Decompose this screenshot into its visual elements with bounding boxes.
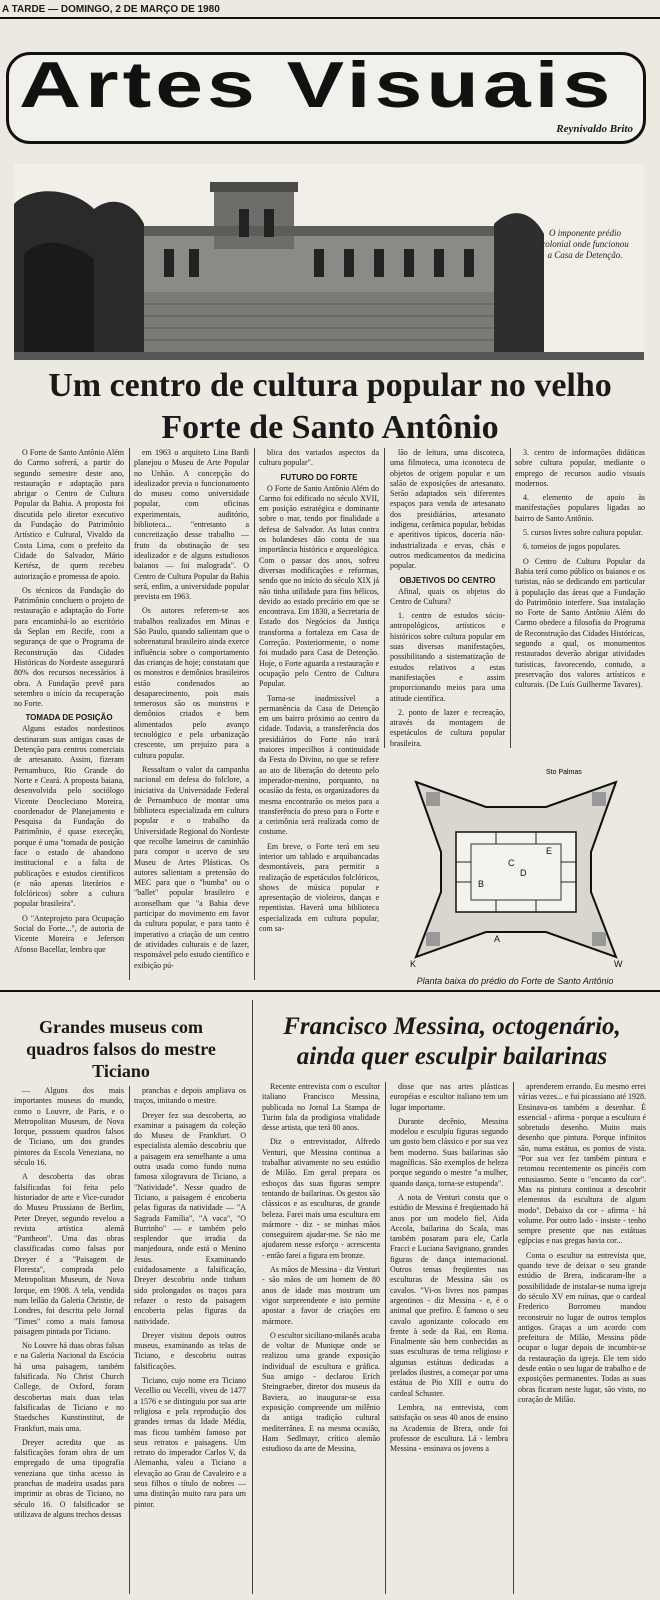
article-column-2 [134,448,249,980]
paragraph: O Centro de Cultura Popular da Bahia terá como público os baianos e os turistas, não se dedicando em particular à população das áreas que a Fundação do Patrimônio interfere. Sua instalação no Forte de Santo Antônio Além do Carmo obedece a filosofia do Programa de Reconstrução das Cidades Históricas, segundo a qual, os monumentos restaurados deverão abrigar atividades turísticas, favorecendo, contudo, a preservação dos valores artísticos e culturais. (De Luís Guilherme Tavares). [515,556,645,690]
paragraph: 4. elemento de apoio às manifestações populares ligadas ao bairro de Santo Antônio. [515,493,645,523]
paragraph: Recente entrevista com o escultor italiano Francisco Messina, publicada no Jornal La Stampa de Turim fala da prodigiosa vitalidade desse artista, que terá 80 anos. [262,1082,380,1133]
paragraph: A descoberta das obras falsificadas foi feita pelo historiador de arte e Vice-curador do Museu Prussiano de Berlim, Peter Dreyer, segundo revelou a revista artística alemã "Pantheon". Uma das obras classificadas como falsas por Dreyer é a "Paisagem de Floresta", comprada pelo Metropolitan Museum, de Nova Iorque, em 1908. A tela, vendida num leilão da Galeria Christie, de Londres, foi descrita pelo Jornal "Times" como a mais famosa paisagem pintada por Ticiano. [14,1172,124,1336]
paragraph: No Louvre há duas obras falsas e na Galeria Nacional da Escócia há uma paisagem, também falsificada. No Christ Church College, de Oxford, foram descobertas mais duas telas falsificadas de Ticiano e no Staedsches Kunstinstitut, de Frankfurt, mais uma. [14,1341,124,1433]
section-title: Artes Visuais [19,52,615,122]
subheading: TOMADA DE POSIÇÃO [25,713,113,723]
article-column-4 [390,448,505,754]
paragraph: Torna-se inadmissível a permanência da Casa de Detenção em um bairro próximo ao centro da cidade. Todavia, a transferência dos presidiários do Forte não trará maiores impecilhos à continuidade da Festa do Divino, no que se refere ao ato de liberação do detento pelo imperador-menino, porquanto, na ocasião da festa, os organizadores da mesma encontrarão os meios para a transferência do preso para o Forte e a cerimônia será realizada como de costume. [259,693,379,837]
subheading: FUTURO DO FORTE [280,472,358,482]
column-divider [129,1086,130,1594]
main-headline: Um centro de cultura popular no velho Forte de Santo Antônio [48,367,612,446]
paragraph: Afinal, quais os objetos do Centro de Cultura? [390,586,505,606]
article-3-column-2 [390,1082,508,1594]
paragraph: O Forte de Santo Antônio Além do Carmo sofrerá, a partir do segundo semestre deste ano, restauração e adaptação para abrigar o Centro de Cultura Popular da Bahia. A proposta foi discutida pelo diretor executivo da Fundação do Patrimônio Artístico e Cultural, Vivaldo da Costa Lima, com o prefeito da Cidade do Salvador, Mário Kertész, de quem recebeu autorização e promessa de apoio. [14,448,124,581]
paragraph: Ressaltam o valor da campanha nacional em defesa do folclore, a iniciativa da Universidade Federal de Pernambuco de montar uma biblioteca especializada em cultura popular e o trabalho da Universidade Regional do Nordeste que recolhe lameiros de caminhão para compor o acervo de seu Museu de Artes Plásticas. Os autores salientam a pretensão do MEC para que o "bumba" ou o "ballet" popular brasileiro e aconselham que "a Bahia deve participar do movimento em favor da cultura popular, e para tanto é imperativo a criação de um centro de atividades culturais e de lazer, responsável pelo estudo científico e exibição pú- [134,764,249,970]
paragraph: Dreyer fez sua descoberta, ao examinar a paisagem da coleção do Museu de Frankfurt. O especialista alemão descobriu que a paisagem era semelhante a uma outra usada como fundo numa famosa xilogravura de Ticiano, a "Natividade". Nesse quadro de Ticiano, a paisagem é encoberta pelas figuras da natividade — "A Sagrada Família", "A vaca", "O Burrinho" — e também pelo resplendor que irradia da manjedoura, onde está o Menino Jesus. Examinando cuidadosamente a falsificação, Dreyer descobriu onde tinham sido prolongados os traços para refazer o resto da paisagem encoberta pelas figuras da natividade. [134,1110,246,1326]
subheading: OBJETIVOS DO CENTRO [399,575,496,585]
plan-caption: Planta baixa do prédio do Forte de Santo Antônio [416,976,614,986]
article-2-column-1 [14,1086,124,1594]
paragraph: Os autores referem-se aos trabalhos realizados em Minas e São Paulo, quando salientam que o sobrenatural brasileiro ainda exerce influência sobre o comportamento das crianças de hoje; constatam que os monstros e demônios brasileiros estão condenados ao desaparecimento, pois mais temerosos são os monstros e demônios criados e bem alimentados pelo avanço tecnológico e pela urbanização crescente, um prejuízo para a cultura popular. [134,606,249,760]
plan-street-label: Sto Palmas [546,769,582,776]
plan-label-a: A [494,934,501,944]
paragraph: Lembra, na entrevista, com satisfação os seus 40 anos de ensino na Academia de Brera, onde foi professor de escultura. Lá - lembra Messina - ensinava os jovens a [390,1402,508,1454]
paragraph: disse que nas artes plásticas européias e escultor italiano tem um lugar importante. [390,1082,508,1112]
article-3-column-3 [518,1082,646,1594]
fort-floor-plan [396,762,636,972]
paragraph: 5. cursos livres sobre cultura popular. [523,528,643,538]
section-rule [0,990,660,992]
paragraph: O Forte de Santo Antônio Além do Carmo foi edificado no século XVII, em posição estratégica e dominante sobre o mar, tendo por finalidade a defesa de Salvador. As lutas contra os holandeses dão conta de sua importância histórica e arqueológica. Com o passar dos anos, sofreu diversas modificações e reformas, sendo que no início do século XIX já não tinha utilidade para fins bélicos, devido ao estado precário em que se encontrava. Em 1830, a Secretaria de Estado dos Negócios da Justiça transforma a fortaleza em Casa de Correção. Posteriormente, o nome foi mudado para Casa de Detenção. Hoje, o Forte aguarda a restauração e ocupação pelo Centro de Cultura Popular. [259,483,379,689]
paragraph: pranchas e depois ampliava os traços, imitando o mestre. [134,1086,246,1106]
article-3-headline: Francisco Messina, octogenário, ainda quer esculpir bailarinas [283,1013,621,1070]
paragraph: As mãos de Messina - diz Venturi - são mãos de um homem de 80 anos de idade mas mostram um vigor surpreendente e isto permite apostar a favor de criações em mármore. [262,1265,380,1326]
article-column-3 [259,448,379,980]
paragraph: — Alguns dos mais importantes museus do mundo, como o Louvre, de Paris, e o Metropolitan Museum, de Nova Iorque, possuem quadros falsos de Ticiano, um dos grandes pintores da Escola Veneziana, no século 16. [14,1086,124,1168]
byline: Reynivaldo Brito [556,123,633,135]
paragraph: lão de leitura, uma discoteca, uma filmoteca, uma iconoteca de objetos de origem popular e um salão de exposições de artesanato. Serão adaptados seis diferentes espaços para venda de artesanato dos presidiários, artesanato indígena, cerâmica popular, bebidas e aperitivos típicos, doceria não-industrializada e ervas, chás e outros medicamentos da medicina popular. [390,448,505,571]
plan-label-c: C [508,858,515,868]
paragraph: O escultor siciliano-milanês acaba de voltar de Munique onde se realizou uma grande exposição individual de escultura e gráfica. Sua amigo - declarou Erich Steingraeber, diretor dos museus da Baviera, ao inaugurar-se essa exposição compreende um milênio da antiga tradição cultural mediterrânea. E na mesma ocasião, Hans Sedlmayr, crítico alemão estudioso da arte de Messina, [262,1330,380,1454]
paragraph: 6. torneios de jogos populares. [523,542,621,552]
paragraph: O "Anteprojeto para Ocupação Social do Forte...", de autoria de Vicente Moreira e Jeferson Afonso Bacellar, lembra que [14,913,124,954]
plan-label-e: E [546,846,553,856]
article-column-5 [515,448,645,754]
paragraph: Conta o escultor na entrevista que, quando teve de deixar o seu grande estúdio de Brera, indicaram-lhe a possibilidade de instalar-se numa igreja do século XV em ruínas, que o cardeal Frederico Borromeu mandou reconstruir no lugar de outros templos antigos. Graças a um acordo com prefeitura de Milão, Messina pôde ocupar o lugar depois de incumbir-se da restauração da igreja. Ele tem sido desde então o seu lugar de trabalho e de exposições permanentes. Todas as suas obras ficaram neste lugar, são visto, no coração de Milão. [518,1250,646,1404]
plan-label-b: B [478,879,485,889]
paragraph: Alguns estados nordestinos destinaram suas antigas casas de Detenção para centros comerciais de artesanato. Assim, fizeram Pernambuco, Rio Grande do Norte e Ceará. A proposta baiana, desenvolvida pelo sociólogo Vicente Deocleciano Moreira, coordenador de Planejamento e Pesquisa da Fundação do Patrimônio, é quase execeção, porque é uma "tomada de posição face o estado de abandono institucional e a falta de publicações e estudos científicos (e não apenas literários e folclóricos) sobre a cultura popular brasileira". [14,724,124,909]
paragraph: blica dos variados aspectos da cultura popular". [259,448,379,468]
masthead: A TARDE — DOMINGO, 2 DE MARÇO DE 1980 [2,4,220,15]
fort-photo [14,164,644,360]
article-3-column-1 [262,1082,380,1594]
paragraph: Ticiano, cujo nome era Ticiano Vecellio ou Vecelli, viveu de 1477 a 1576 e se distinguiu por sua arte religiosa e pela reprodução dos grandes temas da Idade Média, mas ficou também famoso por seus retratos e paisagens. Um retrato do imperador Carlos V, da Alemanha, valeu a Ticiano a elevação ao Grau de Cavaleiro e a seus filhos o título de nobres — uma distinção muito rara para um pintor. [134,1376,246,1509]
paragraph: Dreyer acredita que as falsificações foram obra de um empregado de uma tipografia veneziana que tinha acesso às pranchas de madeira usadas para imprimir as obras de Ticiano, no século 16. O falsificador se utilizava de alguns trechos dessas [14,1437,124,1519]
column-divider [385,1082,386,1594]
paragraph: 2. ponto de lazer e recreação, através da montagem de espetáculos de cultura popular brasileira. [390,707,505,748]
paragraph: 3. centro de informações didáticas sobre cultura popular, mediante o emprego de recursos audio visuais modernos. [515,448,645,488]
column-divider [129,448,130,980]
paragraph: Diz o entrevistador, Alfredo Venturi, que Messina continua a trabalhar ativamente no seu estúdio de Milão. Em geral prepara os esboços das suas figuras sempre tentando de bailarinas. Os gestos são clássicos e as esculturas, de grande beleza. Farei mais uma escultura em mármore - diz - se minhas mãos conseguirem ajudar-me. Se não me ajudarem nesse esforço - acrescenta - então farei a figura em bronze. [262,1137,380,1260]
article-column-1 [14,448,124,980]
paragraph: Durante decênio, Messina modelou e esculpiu figuras segundo um gosto bem clássico e por sua vez bem moderno. Suas bailarinas são magníficas. São exemplos de beleza porque segundo o mestre "a mulher, quando dança, torna-se estupenda". [390,1116,508,1188]
article-divider [252,1000,253,1594]
paragraph: em 1963 o arquiteto Lina Bardi planejou o Museu de Arte Popular no Unhão. A concepção do idealizador previa o funcionamento do museu como universidade popular, com oficinas experimentais, auditório, biblioteca... "entretanto a concretização desse trabalho — fruto da obstinação de seu idealizador e de alguns estudiosos baianos — foi malograda". O Centro de Cultura Popular da Bahia será, enfim, a universidade popular prevista em 1963. [134,448,249,602]
column-divider [254,448,255,980]
column-divider [513,1082,514,1594]
section-banner [6,52,646,144]
paragraph: Os técnicos da Fundação do Patrimônio concluem o projeto de restauração e adaptação do Forte para encaminhá-lo ao escritório da Seplan em Recife, com a segurança de que o Programa de Reconstrução das Cidades Históricas do Nordeste assegurará 80% dos recursos necessários à obra. A Fundação prevê para setembro o início da recuperação no Forte. [14,585,124,709]
paragraph: 1. centro de estudos sócio-antropológicos, artísticos e históricos sobre cultura popular em suas diversas manifestações, possibilitando a sistematização de estudos relativos a estas manifestações e assim proporcionando meios para uma atitude científica. [390,611,505,703]
article-2-headline: Grandes museus com quadros falsos do mestre Ticiano [26,1017,216,1081]
column-divider [384,448,385,748]
paragraph: A nota de Venturi consta que o estúdio de Messina é freqüentado há anos por um modelo fiel, Aida Accola, bailarina do Scala, mas também posaram para ele, Carla Fracci e Luciana Savignano, grandes figuras de dança internacional. Outros temas freqüentes nas esculturas de Messina são os cavalos. "Vi-os livres nos pampas argentinos - diz Messina - e, é o animal que prefiro. É famoso o seu cavalo agonizante colocado em frente à sede da Rai, em Roma. Finalmente são bem conhecidas as suas esculturas de tema religioso e algumas estátuas dedicadas a prelados ilustres, a começar por uma estátua de Pio XIII e outra do cardeal Schuster. [390,1192,508,1398]
paragraph: Em breve, o Forte terá em seu interior um tablado e arquibancadas desmontáveis, para permitir a realização de espetáculos folclóricos, shows de música popular e apresentação de violeiros, danças e repentistas. Haverá uma biblioteca especializada em cultura popular, com sa- [259,841,379,934]
column-divider [510,448,511,748]
plan-label-w: W [614,959,623,969]
photo-caption: O imponente prédio colonial onde funcionou a Casa de Detenção. [541,228,629,260]
article-2-column-2 [134,1086,246,1594]
header-rule [0,17,660,19]
paragraph: Dreyer visitou depois outros museus, examinando as telas de Ticiano, e descobriu outras falsificações. [134,1330,246,1371]
paragraph: aprenderem errando. Eu mesmo errei várias vezes... e fui picassiano até 1928. Ensinava-os também a desenhar. É essencial - afirma - porque a escultura é sobretudo desenho. Muito mais desenho que pintura. Porque infinitos são, numa estátua, os pontos de vista. "Por sua vez fez também pintura e retomou recentemente os pincéis com entusiasmo. Sente o "encanto da cor". Mas na pintura continua a descobrir elementos da escultura de algum modo". Debaixo da cor - afirma - há volume. Por outro lado - insiste - tenho sempre presente que nas estátuas egípcias e nas gregas havia cor... [518,1082,646,1246]
page-header [0,0,660,30]
plan-label-k: K [410,959,417,969]
plan-label-d: D [520,868,527,878]
